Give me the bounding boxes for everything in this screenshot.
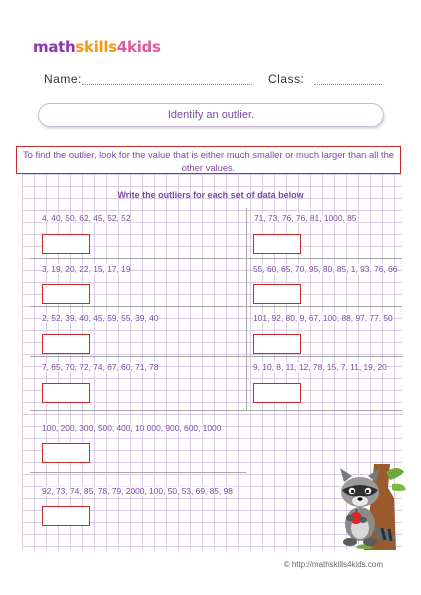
raccoon-illustration bbox=[330, 458, 410, 550]
dataset-6: 101, 92, 80, 9, 67, 100, 88, 97, 77, 50 bbox=[253, 313, 393, 323]
subtitle: Write the outliers for each set of data below bbox=[117, 190, 304, 200]
logo-part-math: math bbox=[33, 38, 76, 56]
dataset-2: 71, 73, 76, 76, 81, 1000, 85 bbox=[254, 213, 357, 223]
instruction-box: To find the outlier, look for the value that is either much smaller or much larger than all the other values. bbox=[16, 146, 401, 174]
answer-box-6[interactable] bbox=[253, 334, 301, 354]
answer-box-10[interactable] bbox=[42, 506, 90, 526]
raccoon-foot bbox=[363, 538, 377, 546]
dataset-1: 4, 40, 50, 62, 45, 52, 52 bbox=[42, 213, 131, 223]
row-divider bbox=[30, 356, 402, 357]
row-divider bbox=[30, 258, 402, 259]
answer-box-3[interactable] bbox=[42, 284, 90, 304]
logo-part-4kids: 4kids bbox=[116, 38, 161, 56]
dataset-9: 100, 200, 300, 500, 400, 10 000, 900, 600, 1000 bbox=[42, 423, 222, 433]
answer-box-5[interactable] bbox=[42, 334, 90, 354]
raccoon-foot bbox=[343, 538, 357, 546]
answer-box-8[interactable] bbox=[253, 383, 301, 403]
answer-box-4[interactable] bbox=[253, 284, 301, 304]
class-label: Class: bbox=[268, 72, 305, 86]
dataset-3: 3, 19, 20, 22, 15, 17, 19 bbox=[42, 264, 131, 274]
raccoon-paw bbox=[359, 517, 367, 523]
worksheet-title: Identify an outlier. bbox=[38, 103, 384, 127]
leaf bbox=[392, 484, 406, 491]
dataset-10: 92, 73, 74, 85, 78, 79, 2000, 100, 50, 53, 69, 85, 98 bbox=[42, 486, 233, 496]
answer-box-1[interactable] bbox=[42, 234, 90, 254]
row-divider bbox=[30, 472, 246, 473]
name-line[interactable] bbox=[82, 84, 252, 85]
raccoon-pupil bbox=[366, 490, 369, 493]
dataset-4: 55, 60, 65, 70, 95, 80, 85, 1, 93, 76, 66 bbox=[253, 264, 398, 274]
dataset-8: 9, 10, 8, 11, 12, 78, 15, 7, 11, 19, 20 bbox=[253, 362, 387, 372]
name-label: Name: bbox=[44, 72, 82, 86]
answer-box-9[interactable] bbox=[42, 443, 90, 463]
class-line[interactable] bbox=[314, 84, 382, 85]
raccoon-pupil bbox=[351, 490, 354, 493]
raccoon-nose bbox=[358, 497, 363, 501]
answer-box-7[interactable] bbox=[42, 383, 90, 403]
dataset-7: 7, 65, 70, 72, 74, 67, 60, 71, 78 bbox=[42, 362, 159, 372]
raccoon-paw bbox=[346, 515, 354, 521]
column-divider bbox=[246, 208, 247, 410]
dataset-5: 2, 52, 39, 40, 45, 59, 55, 39, 40 bbox=[42, 313, 159, 323]
row-divider bbox=[30, 410, 402, 411]
answer-box-2[interactable] bbox=[253, 234, 301, 254]
footer-url: © http://mathskills4kids.com bbox=[283, 560, 383, 569]
logo-part-skills: skills bbox=[75, 38, 117, 56]
logo bbox=[33, 38, 161, 56]
row-divider bbox=[30, 306, 402, 307]
